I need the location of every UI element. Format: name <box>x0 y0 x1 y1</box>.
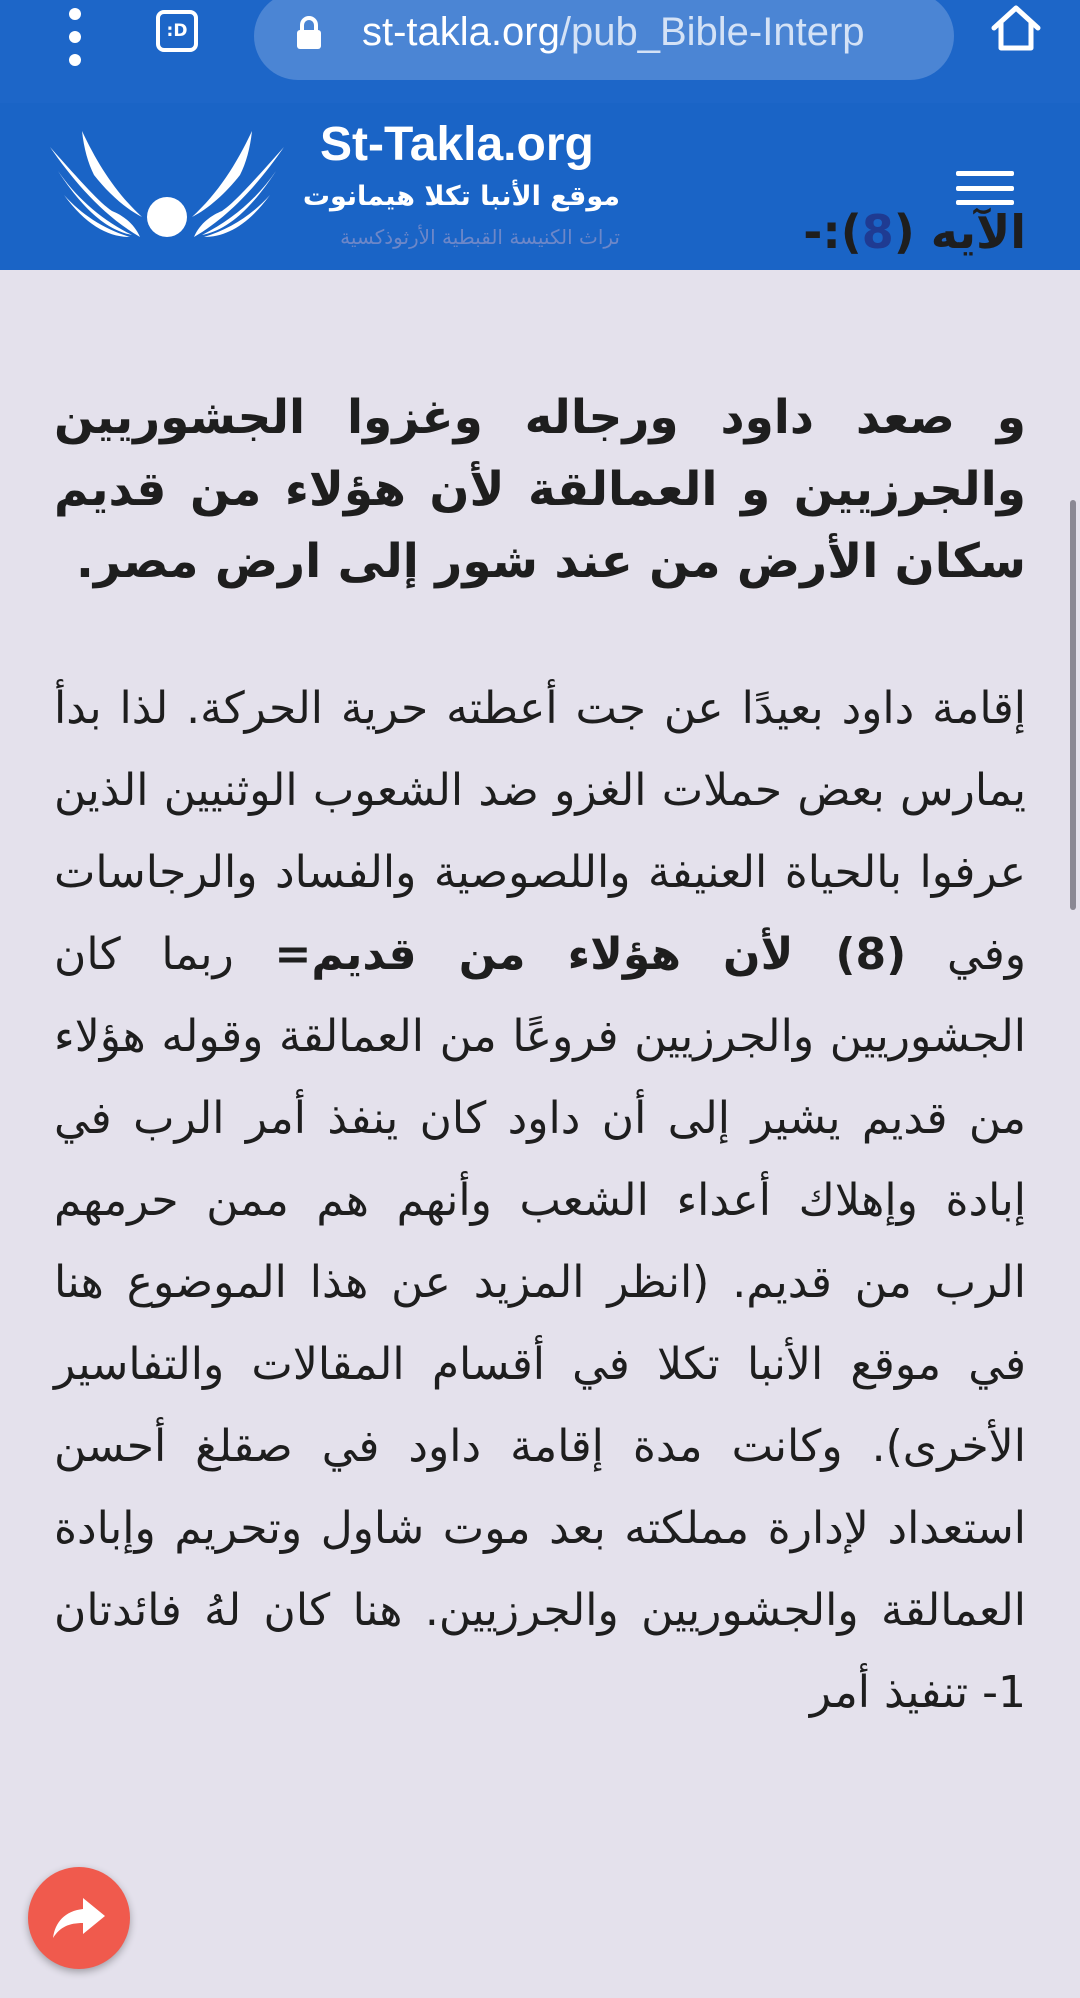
url-path: /pub_Bible-Interp <box>559 10 865 54</box>
hamburger-menu-icon[interactable] <box>956 171 1014 205</box>
verse-number-link[interactable]: 8 <box>861 205 894 259</box>
share-arrow-icon <box>51 1896 107 1940</box>
share-button[interactable] <box>28 1867 130 1969</box>
lock-icon <box>296 16 322 50</box>
tab-switcher-button[interactable] <box>156 10 198 52</box>
verse-text: و صعد داود ورجاله وغزوا الجشوريين والجرزيين و العمالقة لأن هؤلاء من قديم سكان الأرض من عند شور إلى ارض مصر. <box>54 390 1026 589</box>
url-host: st-takla.org <box>362 10 560 54</box>
commentary-part1: إقامة داود بعيدًا عن جت أعطته حرية الحركة. لذا بدأ يمارس بعض حملات الغزو ضد الشعوب الوثنيين الذين عرفوا بالحياة العنيفة واللصوصية والفساد والرجاسات وفي <box>54 683 1026 980</box>
verse-heading-prefix: الآيه ( <box>893 205 1026 259</box>
brand-subtitle: موقع الأنبا تكلا هيمانوت <box>302 181 620 212</box>
browser-toolbar <box>0 0 1080 103</box>
home-icon[interactable] <box>990 2 1042 54</box>
commentary-bold-quote: (8) لأن هؤلاء من قديم= <box>274 929 907 980</box>
brand-name[interactable]: St-Takla.org <box>320 118 594 171</box>
verse-heading-suffix: ):- <box>803 205 862 259</box>
verse-heading <box>803 202 1026 262</box>
commentary-paragraph <box>54 668 1026 1734</box>
commentary-part2: ربما كان الجشوريين والجرزيين فروعًا من العمالقة وقوله هؤلاء من قديم يشير إلى أن داود كان ينفذ أمر الرب في إبادة وإهلاك أعداء الشعب وأنهم هم ممن حرمهم الرب من قديم. (انظر المزيد عن هذا الموضوع هنا في موقع الأنبا تكلا في أقسام المقالات والتفاسير الأخرى). وكانت مدة إقامة داود في صقلغ أحسن استعداد لإدارة مملكته بعد موت شاول وتحريم وإبادة العمالقة والجشوريين والجرزيين. هنا كان لهُ فائدتان 1- تنفيذ أمر <box>54 929 1026 1718</box>
url-text <box>362 0 865 72</box>
url-bar[interactable] <box>254 0 954 80</box>
more-vert-icon[interactable] <box>58 8 92 66</box>
tab-switcher-label: :D <box>166 21 188 41</box>
brand-tagline: تراث الكنيسة القبطية الأرثوذكسية <box>340 225 620 249</box>
winged-logo-icon[interactable] <box>42 119 292 247</box>
scrollbar-thumb[interactable] <box>1070 500 1076 910</box>
